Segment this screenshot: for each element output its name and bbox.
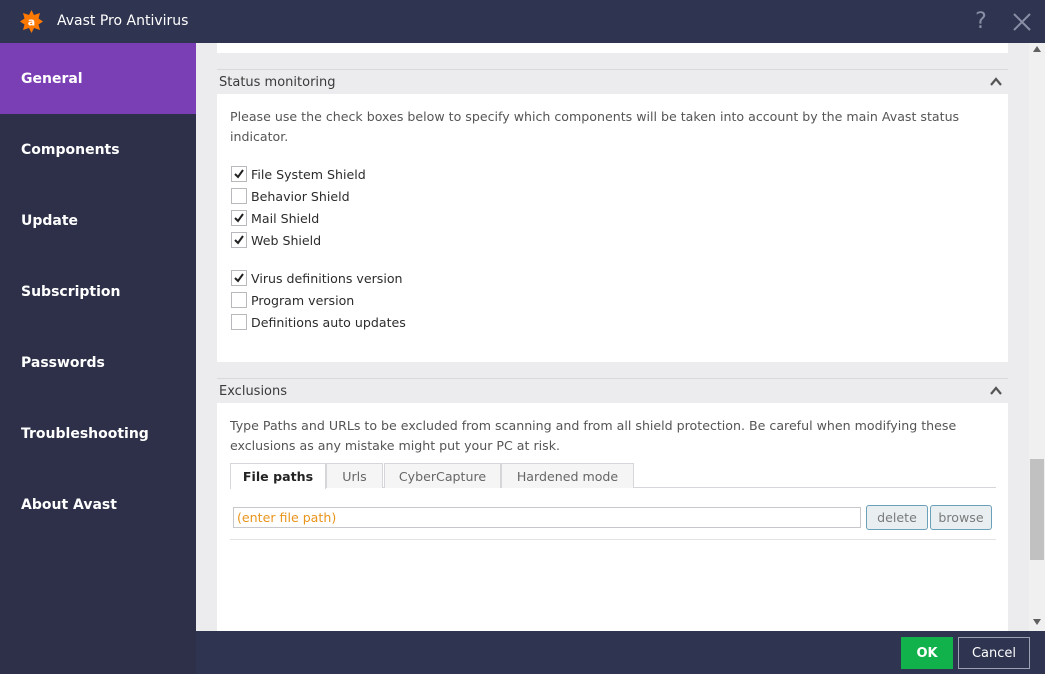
- checkbox-checked[interactable]: [231, 270, 247, 286]
- tab-cybercapture[interactable]: CyberCapture: [384, 463, 501, 488]
- collapse-chevron-icon[interactable]: [990, 77, 1002, 86]
- exclusions-header[interactable]: [217, 378, 1008, 403]
- footer-bar: [196, 631, 1045, 674]
- checkbox-program-version[interactable]: [231, 291, 354, 309]
- checkbox-definitions-auto-updates[interactable]: [231, 313, 406, 331]
- browse-button[interactable]: browse: [930, 505, 992, 530]
- cancel-button[interactable]: Cancel: [958, 637, 1030, 669]
- file-path-input[interactable]: (enter file path): [233, 507, 861, 528]
- checkbox-web-shield[interactable]: [231, 231, 321, 249]
- previous-section-bottom: [217, 43, 1008, 53]
- status-monitoring-header[interactable]: [217, 69, 1008, 94]
- checkbox-behavior-shield[interactable]: [231, 187, 350, 205]
- sidebar-item-update[interactable]: Update: [21, 212, 79, 229]
- app-title: Avast Pro Antivirus: [57, 13, 189, 29]
- checkbox-mail-shield[interactable]: [231, 209, 319, 227]
- help-icon[interactable]: ?: [975, 9, 987, 34]
- status-monitoring-panel: [217, 94, 1008, 362]
- vertical-scrollbar[interactable]: [1029, 43, 1045, 631]
- tab-urls[interactable]: Urls: [326, 463, 383, 488]
- svg-text:a: a: [27, 15, 36, 29]
- tab-file-paths[interactable]: File paths: [230, 463, 326, 489]
- delete-button[interactable]: delete: [866, 505, 928, 530]
- settings-content: [196, 43, 1029, 631]
- tab-hardened-mode[interactable]: Hardened mode: [501, 463, 634, 488]
- checkbox-label: File System Shield: [251, 166, 366, 182]
- checkbox-label: Virus definitions version: [251, 270, 403, 286]
- checkbox-unchecked[interactable]: [231, 292, 247, 308]
- checkbox-checked[interactable]: [231, 232, 247, 248]
- checkbox-virus-definitions-version[interactable]: [231, 269, 403, 287]
- sidebar: [0, 43, 196, 674]
- row-divider: [230, 539, 996, 540]
- checkbox-checked[interactable]: [231, 210, 247, 226]
- status-monitoring-title: Status monitoring: [219, 75, 336, 90]
- checkbox-label: Program version: [251, 292, 355, 308]
- checkbox-unchecked[interactable]: [231, 188, 247, 204]
- sidebar-item-passwords[interactable]: Passwords: [21, 354, 105, 371]
- checkbox-label: Behavior Shield: [251, 188, 350, 204]
- checkbox-label: Web Shield: [251, 232, 322, 248]
- sidebar-item-components[interactable]: Components: [21, 141, 120, 158]
- scroll-up-arrow-icon[interactable]: [1033, 46, 1041, 52]
- ok-button[interactable]: OK: [901, 637, 953, 669]
- checkbox-label: Mail Shield: [251, 210, 320, 226]
- checkbox-label: Definitions auto updates: [251, 314, 406, 330]
- checkbox-checked[interactable]: [231, 166, 247, 182]
- exclusions-description: Type Paths and URLs to be excluded from scanning and from all shield protection. Be careful when modifying these exclusions as any mistake might put your PC at risk.: [230, 418, 957, 453]
- sidebar-item-about-avast[interactable]: About Avast: [21, 496, 117, 513]
- checkbox-unchecked[interactable]: [231, 314, 247, 330]
- collapse-chevron-icon[interactable]: [990, 386, 1002, 395]
- scroll-down-arrow-icon[interactable]: [1033, 619, 1041, 625]
- title-bar: [0, 0, 1045, 43]
- checkbox-file-system-shield[interactable]: [231, 165, 366, 183]
- close-icon[interactable]: [1011, 11, 1033, 33]
- sidebar-item-subscription[interactable]: Subscription: [21, 283, 121, 300]
- scroll-thumb[interactable]: [1030, 459, 1044, 560]
- exclusions-title: Exclusions: [219, 384, 288, 399]
- status-monitoring-description: Please use the check boxes below to specify which components will be taken into account by the main Avast status indicator.: [230, 109, 960, 144]
- exclusions-tabs: [230, 463, 996, 488]
- sidebar-item-troubleshooting[interactable]: Troubleshooting: [21, 425, 149, 442]
- sidebar-item-general[interactable]: General: [0, 43, 196, 114]
- avast-logo-icon: [19, 9, 44, 34]
- exclusions-panel: [217, 403, 1008, 631]
